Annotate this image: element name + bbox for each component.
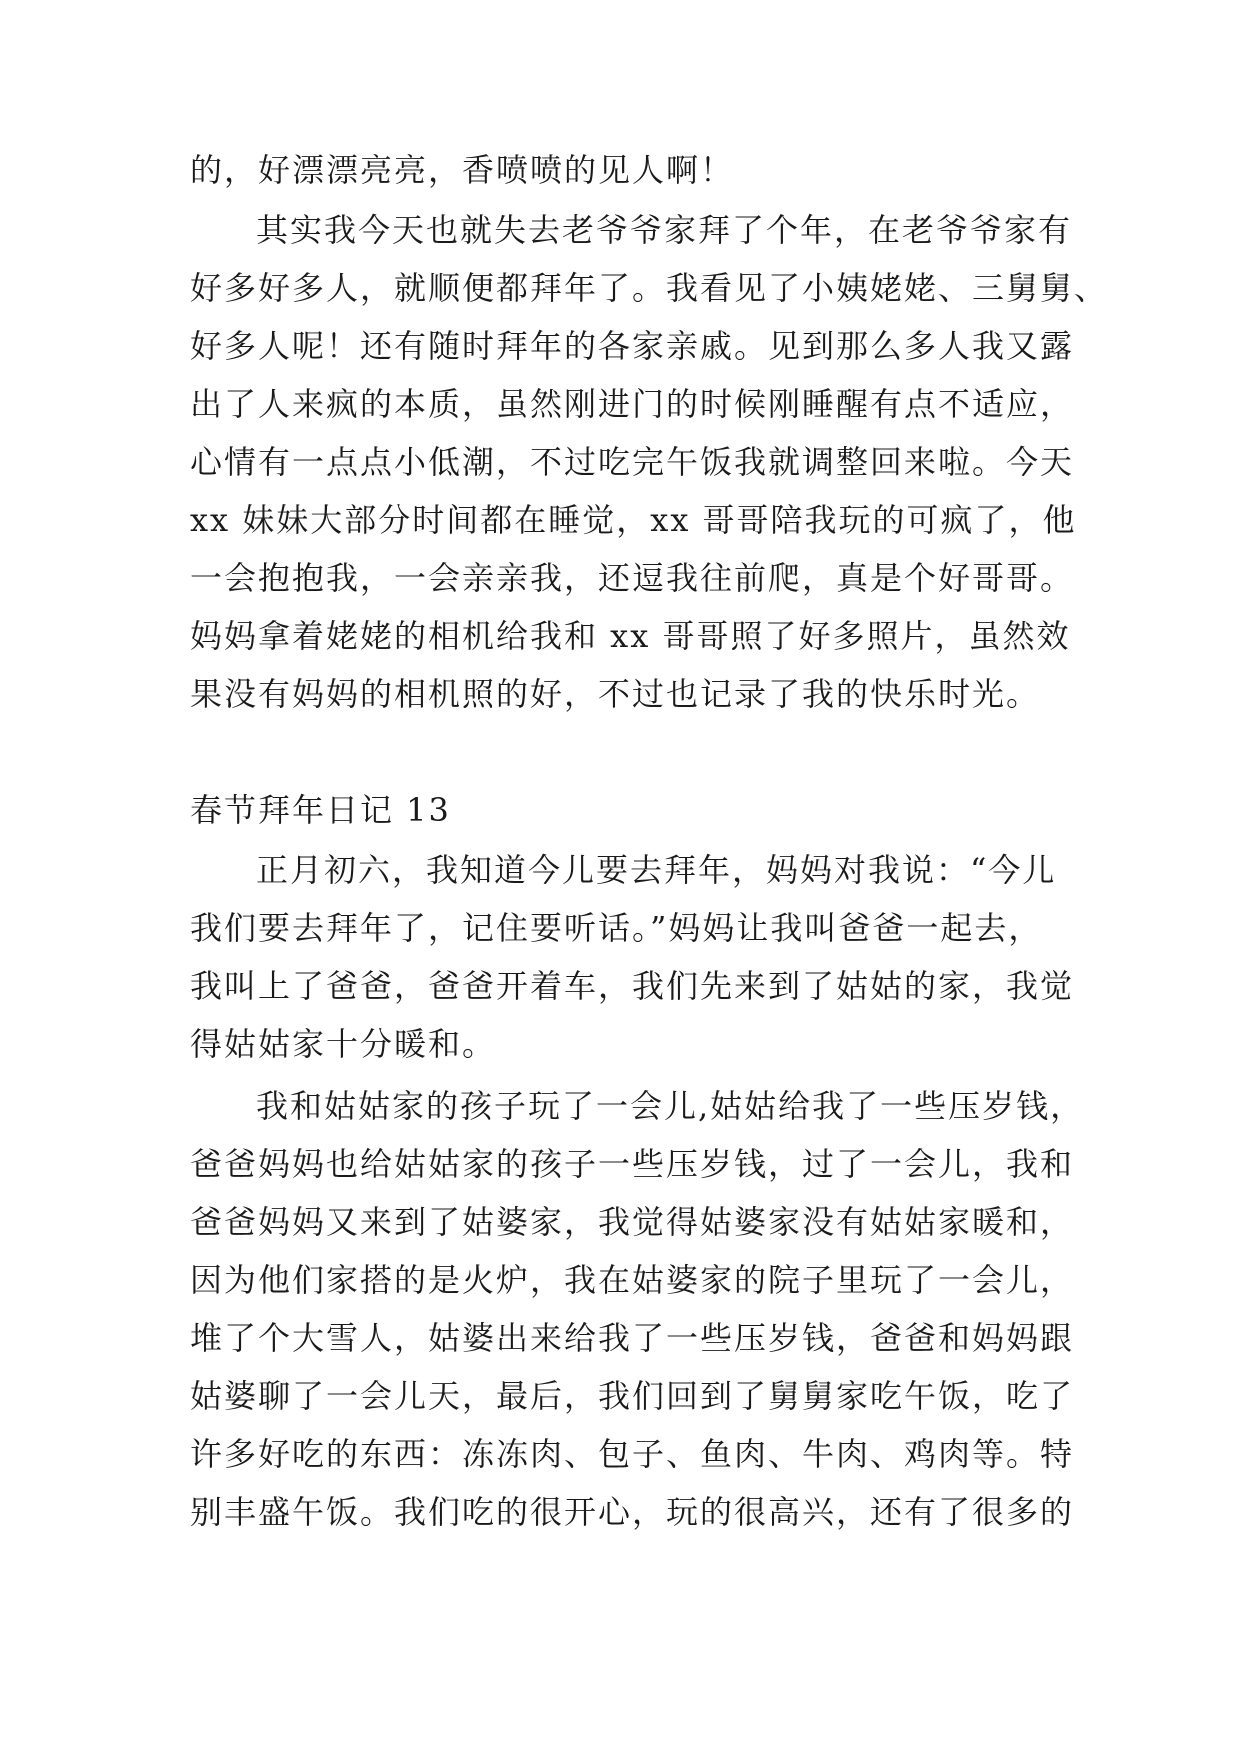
section-heading: 春节拜年日记 13 [190,791,451,829]
text-line: 一会抱抱我，一会亲亲我，还逗我往前爬，真是个好哥哥。 [190,559,1075,597]
text-line: 好多人呢！还有随时拜年的各家亲戚。见到那么多人我又露 [190,327,1075,365]
text-line: 得姑姑家十分暖和。 [190,1025,497,1063]
text-line: 因为他们家搭的是火炉，我在姑婆家的院子里玩了一会儿， [190,1261,1075,1299]
text-line: 爸爸妈妈又来到了姑婆家，我觉得姑婆家没有姑姑家暖和， [190,1203,1075,1241]
text-line: 果没有妈妈的相机照的好，不过也记录了我的快乐时光。 [190,675,1041,713]
text-line: 姑婆聊了一会儿天，最后，我们回到了舅舅家吃午饭，吃了 [190,1377,1075,1415]
paragraph-first-line: 其实我今天也就失去老爷爷家拜了个年，在老爷爷家有 [256,211,1073,249]
text-line: xx 妹妹大部分时间都在睡觉，xx 哥哥陪我玩的可疯了，他 [190,501,1077,539]
paragraph-first-line: 正月初六，我知道今儿要去拜年，妈妈对我说：“今儿 [256,851,1057,889]
paragraph-first-line: 我和姑姑家的孩子玩了一会儿,姑姑给我了一些压岁钱， [256,1087,1085,1125]
text-line: 许多好吃的东西：冻冻肉、包子、鱼肉、牛肉、鸡肉等。特 [190,1435,1075,1473]
text-line: 心情有一点点小低潮，不过吃完午饭我就调整回来啦。今天 [190,443,1075,481]
text-line: 别丰盛午饭。我们吃的很开心，玩的很高兴，还有了很多的 [190,1493,1075,1531]
text-line: 好多好多人，就顺便都拜年了。我看见了小姨姥姥、三舅舅、 [190,269,1109,307]
text-line: 我叫上了爸爸，爸爸开着车，我们先来到了姑姑的家，我觉 [190,967,1075,1005]
text-line: 的，好漂漂亮亮，香喷喷的见人啊！ [190,151,735,189]
text-line: 爸爸妈妈也给姑姑家的孩子一些压岁钱，过了一会儿，我和 [190,1145,1075,1183]
text-line: 出了人来疯的本质，虽然刚进门的时候刚睡醒有点不适应， [190,385,1075,423]
text-line: 堆了个大雪人，姑婆出来给我了一些压岁钱，爸爸和妈妈跟 [190,1319,1075,1357]
text-line: 我们要去拜年了，记住要听话。”妈妈让我叫爸爸一起去， [190,909,1043,947]
text-line: 妈妈拿着姥姥的相机给我和 xx 哥哥照了好多照片，虽然效 [190,617,1071,655]
